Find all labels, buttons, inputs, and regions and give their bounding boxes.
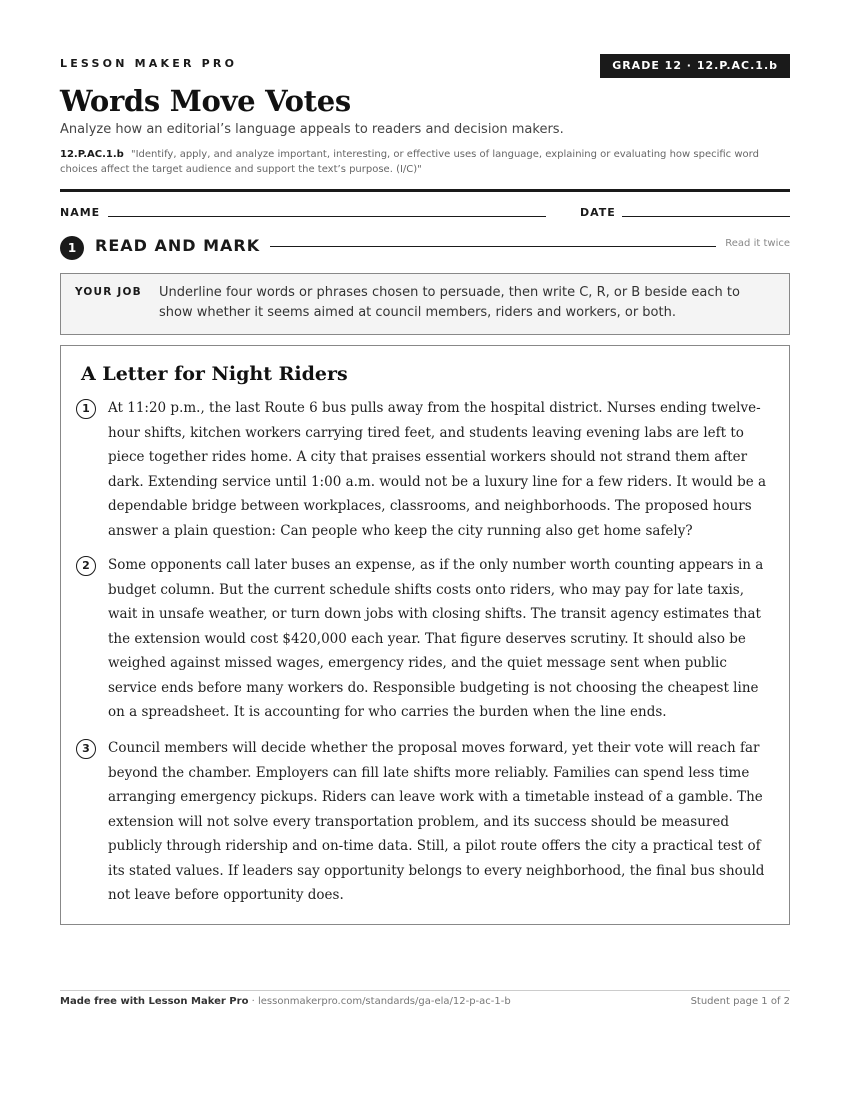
section-title: READ AND MARK: [95, 236, 261, 255]
page-subtitle: Analyze how an editorial’s language appeals to readers and decision makers.: [60, 122, 564, 137]
footer-url[interactable]: · lessonmakerpro.com/standards/ga-ela/12-p-ac-1-b: [248, 996, 511, 1007]
date-field[interactable]: [622, 216, 790, 217]
date-label: DATE: [580, 206, 616, 219]
paragraph: Some opponents call later buses an expense, as if the only number worth counting appears in a budget column. But the current schedule shifts costs onto riders, who may pay for late taxis, wait in unsafe weather, or turn down jobs with closing shifts. The transit agency estimates that the extension would cost $420,000 each year. That figure deserves scrutiny. It should also be weighed against missed wages, emergency rides, and the quiet message sent when public service ends before many workers do. Responsible budgeting is not choosing the cheapest line on a spreadsheet. It is accounting for who carries the burden when the line ends.: [108, 557, 764, 720]
standard-text: "Identify, apply, and analyze important, interesting, or effective uses of language, explaining or evaluating how specific word choices affect the target audience and support the text’s purpose. (I/C)": [60, 149, 759, 175]
section-note: Read it twice: [725, 238, 790, 249]
step-number-badge: 1: [60, 236, 84, 260]
name-label: NAME: [60, 206, 101, 219]
reading-passage: [60, 345, 790, 925]
section-divider: [270, 246, 716, 247]
brand-name: LESSON MAKER PRO: [60, 57, 238, 70]
paragraph: At 11:20 p.m., the last Route 6 bus pulls away from the hospital district. Nurses ending twelve-hour shifts, kitchen workers carrying tired feet, and students leaving evening labs are left to piece together rides home. A city that praises essential workers should not strand them after dark. Extending service until 1:00 a.m. would not be a luxury line for a few riders. It would be a dependable bridge between workplaces, classrooms, and neighborhoods. The proposed hours answer a plain question: Can people who keep the city running also get home safely?: [108, 400, 767, 539]
footer-divider: [60, 990, 790, 991]
footer-made-with: Made free with Lesson Maker Pro: [60, 996, 249, 1007]
paragraph: Council members will decide whether the proposal moves forward, yet their vote will reach far beyond the chamber. Employers can fill late shifts more reliably. Families can spend less time arranging emergency pickups. Riders can leave work with a timetable instead of a gamble. The extension will not solve every transportation problem, and its success should be measured publicly through ridership and on-time data. Still, a pilot route offers the city a practical test of its stated values. If leaders say opportunity belongs to every neighborhood, the final bus should not leave before opportunity does.: [108, 740, 765, 903]
paragraph-number: 3: [76, 739, 96, 759]
header-divider: [60, 189, 790, 192]
paragraph-number: 1: [76, 399, 96, 419]
paragraph-number: 2: [76, 556, 96, 576]
worksheet-page: [60, 0, 790, 1100]
instructions-text: Underline four words or phrases chosen to persuade, then write C, R, or B beside each to show whether it seems aimed at council members, riders and workers, or both.: [159, 285, 740, 320]
footer-credit: [60, 996, 511, 1007]
standard-code: 12.P.AC.1.b: [60, 149, 124, 160]
standard-description: [60, 147, 790, 177]
name-field[interactable]: [108, 216, 546, 217]
instructions-box: [60, 273, 790, 335]
page-title: Words Move Votes: [60, 84, 351, 118]
grade-badge: GRADE 12 · 12.P.AC.1.b: [600, 54, 790, 78]
page-number: Student page 1 of 2: [690, 996, 790, 1007]
passage-title: A Letter for Night Riders: [81, 363, 348, 385]
instructions-label: YOUR JOB: [75, 286, 142, 298]
